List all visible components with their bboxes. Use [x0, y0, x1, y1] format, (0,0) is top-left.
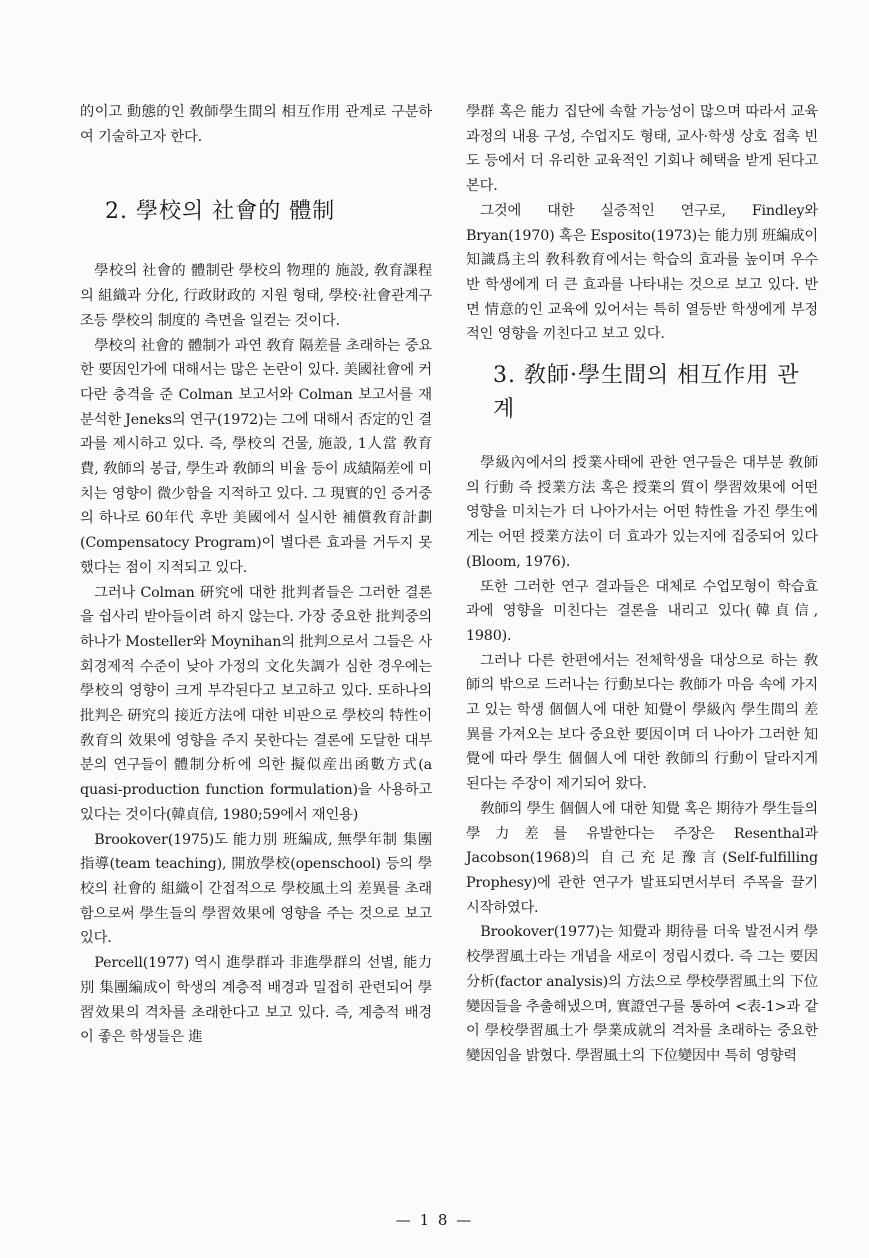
- paragraph: 敎師의 學生 個個人에 대한 知覺 혹은 期待가 學生들의 學力差를 유발한다는 주장은 Resenthal과 Jacobson(1968)의 自己充足豫言(Self-fulfilling Prophesy)에 관한 연구가 발표되면서부터 주목을 끌기 시작하였다.: [466, 800, 818, 916]
- page-number: — 1 8 —: [395, 1211, 474, 1229]
- right-column: [466, 100, 818, 1069]
- paragraph: 學級內에서의 授業사태에 관한 연구들은 대부분 敎師의 行動 즉 授業方法 혹은 授業의 質이 學習效果에 어떤 영향을 미치는가 더 나아가서는 어떤 特性을 가진 學生에게는 어떤 授業方法이 더 효과가 있는지에 집중되어 있다(Bloom, 1976).: [466, 455, 818, 570]
- paragraph: Percell(1977) 역시 進學群과 非進學群의 선별, 能力別 集團編成이 학생의 계층적 배경과 밀접히 관련되어 學習效果의 격차를 초래한다고 보고 있다. 즉, 계층적 배경이 좋은 학생들은 進: [80, 955, 432, 1046]
- paragraph: 그것에 대한 실증적인 연구로, Findley와 Bryan(1970) 혹은 Esposito(1973)는 能力別 班編成이 知識爲主의 敎科敎育에서는 학습의 효과를 높이며 우수반 학생에게 더 큰 효과를 나타내는 것으로 보고 있다. 반면 情意的인 교육에 있어서는 특히 열등반 학생에게 부정적인 영향을 끼친다고 보고 있다.: [466, 202, 818, 343]
- paragraph: 또한 그러한 연구 결과들은 대체로 수업모형이 학습효과에 영향을 미친다는 결론을 내리고 있다(韓貞信, 1980).: [466, 578, 818, 644]
- section-2-heading: 2. 學校의 社會的 體制: [105, 199, 336, 225]
- continued-paragraph: 學群 혹은 能力 집단에 속할 가능성이 많으며 따라서 교육과정의 내용 구성, 수업지도 형태, 교사·학생 상호 접촉 빈도 등에서 더 유리한 교육적인 기회나 혜택을 받게 된다고 본다.: [466, 104, 818, 195]
- intro-paragraph: 的이고 動態的인 敎師學生間의 相互作用 관계로 구분하여 기술하고자 한다.: [80, 104, 432, 145]
- section-3-heading: 3. 敎師·學生間의 相互作用 관계: [493, 363, 800, 423]
- paragraph: 學校의 社會的 體制가 과연 敎育 隔差를 초래하는 중요한 要因인가에 대해서는 많은 논란이 있다. 美國社會에 커다란 충격을 준 Colman 보고서와 Colman 보고서를 재분석한 Jeneks의 연구(1972)는 그에 대해서 否定的인 결과를 제시하고 있다. 즉, 學校의 건물, 施設, 1人當 敎育費, 敎師의 봉급, 學生과 敎師의 비율 등이 成績隔差에 미치는 영향이 微少함을 지적하고 있다. 그 現實的인 증거중의 하나로 60年代 후반 美國에서 실시한 補償敎育計劃(Compensatocy Program)이 별다른 효과를 거두지 못했다는 점이 지적되고 있다.: [80, 337, 432, 576]
- left-column: [80, 100, 432, 1050]
- paragraph: 그러나 다른 한편에서는 전체학생을 대상으로 하는 敎師의 밖으로 드러나는 行動보다는 敎師가 마음 속에 가지고 있는 학생 個個人에 대한 知覺이 學級內 學生間의 差異를 가져오는 보다 중요한 要因이며 더 나아가 그러한 知覺에 따라 學生 個個人에 대한 敎師의 行動이 달라지게 된다는 주장이 제기되어 왔다.: [466, 652, 818, 793]
- paragraph: 學校의 社會的 體制란 學校의 物理的 施設, 敎育課程의 組織과 分化, 行政財政的 지원 형태, 學校·社會관계구조등 學校의 制度的 측면을 일컫는 것이다.: [80, 263, 432, 329]
- paragraph: Brookover(1977)는 知覺과 期待를 더욱 발전시켜 學校學習風土라는 개념을 새로이 정립시켰다. 즉 그는 要因分析(factor analysis)의 方法으로 學校學習風土의 下位變因들을 추출해냈으며, 實證연구를 통하여 <表-1>과 같이 學校學習風土가 學業成就의 격차를 초래하는 중요한 變因임을 밝혔다. 學習風土의 下位變因中 특히 영향력: [466, 924, 818, 1064]
- paragraph: Brookover(1975)도 能力別 班編成, 無學年制 集團指導(team teaching), 開放學校(openschool) 등의 學校의 社會的 組織이 간접적으로 學校風土의 差異를 초래함으로써 學生들의 學習效果에 영향을 주는 것으로 보고 있다.: [80, 831, 432, 947]
- paragraph: 그러나 Colman 硏究에 대한 批判者들은 그러한 결론을 쉽사리 받아들이려 하지 않는다. 가장 중요한 批判중의 하나가 Mosteller와 Moynihan의 批判으로서 그들은 사회경제적 수준이 낮아 가정의 文化失調가 심한 경우에는 學校의 영향이 크게 부각된다고 보고하고 있다. 또하나의 批判은 硏究의 接近方法에 대한 비판으로 學校의 特性이 敎育의 效果에 영향을 주지 못한다는 결론에 도달한 대부분의 연구들이 體制分析에 의한 擬似産出函數方式(a quasi-production function formulation)을 사용하고 있다는 것이다(韓貞信, 1980;59에서 재인용): [80, 584, 432, 823]
